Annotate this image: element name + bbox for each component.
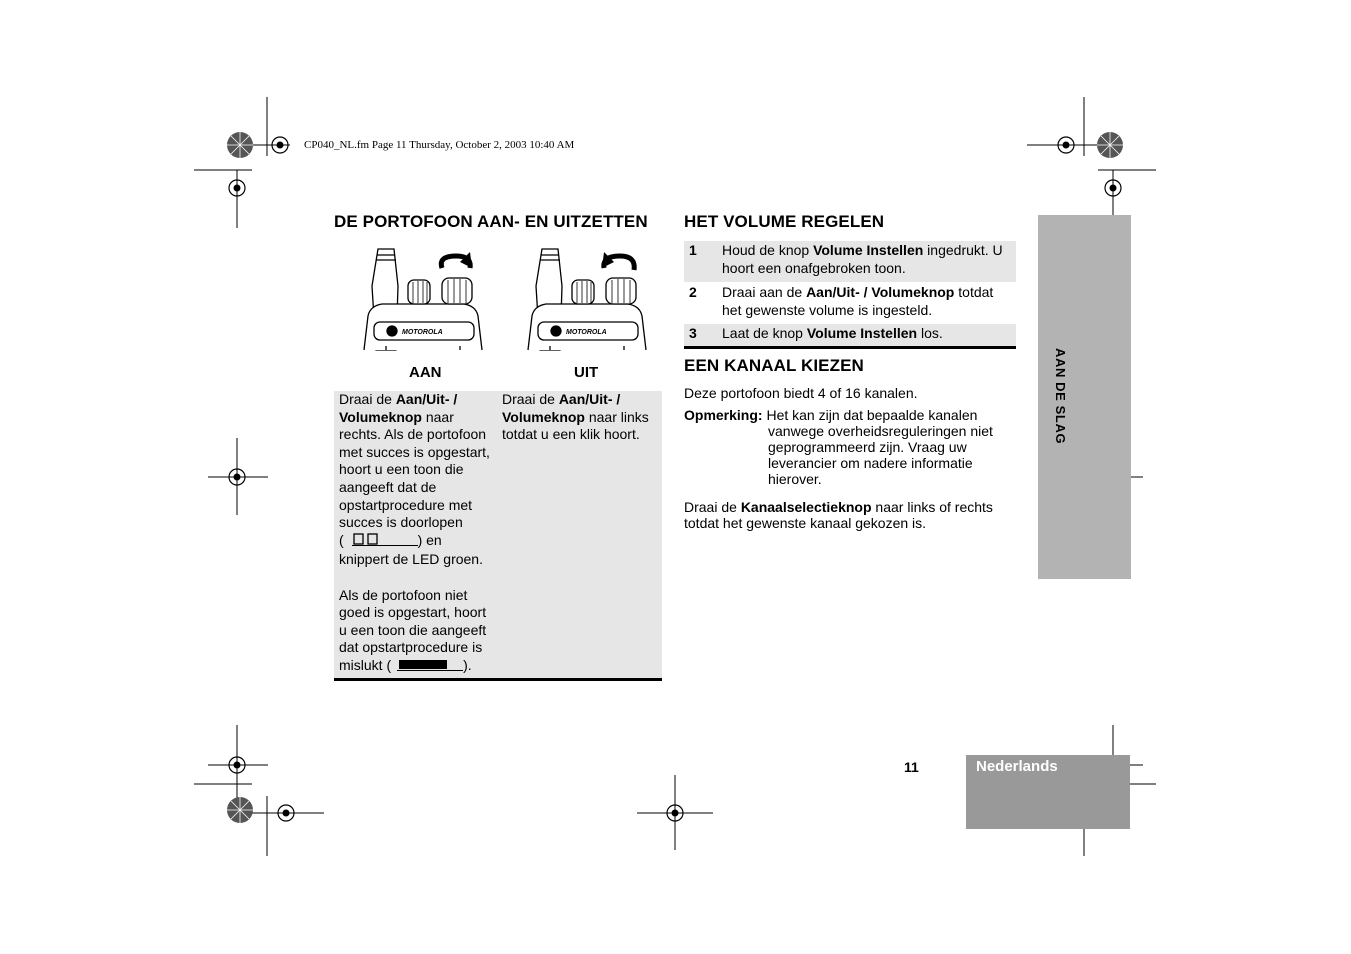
sidebar-label: AAN DE SLAG	[1053, 348, 1068, 445]
radio-illustration-on	[360, 246, 484, 352]
step-text: Houd de knop Volume Instellen ingedrukt. U hoort een onafgebroken toon.	[722, 242, 1003, 276]
volume-step-3	[684, 324, 1016, 346]
power-on-text: Draai de Aan/Uit- / Volumeknop naar rechts. Als de portofoon met succes is opgestart, hoort u een toon die aangeeft dat de opstartprocedure met succes is doorlopen ( ) en knippert de LED groen. Als de portofoon niet goed is opgestart, hoort u een toon die aangeeft dat opstartprocedure is mislukt ( ).	[339, 391, 494, 677]
channel-select-text: Draai de Kanaalselectieknop naar links of rechts totdat het gewenste kanaal gekozen is.	[684, 499, 993, 531]
step-number: 1	[689, 242, 697, 258]
radio-illustration-off	[524, 246, 648, 352]
failure-display-icon	[395, 658, 463, 677]
section-title-power: DE PORTOFOON AAN- EN UITZETTEN	[334, 212, 648, 231]
label-off: UIT	[574, 364, 599, 381]
step-text: Draai aan de Aan/Uit- / Volumeknop totdat het gewenste volume is ingesteld.	[722, 284, 994, 318]
step-number: 2	[689, 284, 697, 300]
brand-label-on: MOTOROLA	[402, 329, 443, 336]
success-display-icon	[348, 533, 418, 552]
volume-table-rule	[684, 346, 1016, 349]
file-header: CP040_NL.fm Page 11 Thursday, October 2, 2003 10:40 AM	[304, 139, 575, 151]
channel-note: Opmerking: Het kan zijn dat bepaalde kanalen vanwege overheidsreguleringen niet geprogrammeerd zijn. Vraag uw leverancier om nadere informatie hierover.	[684, 407, 993, 487]
power-off-text: Draai de Aan/Uit- / Volumeknop naar links totdat u een klik hoort.	[502, 391, 649, 443]
section-title-channel: EEN KANAAL KIEZEN	[684, 356, 864, 375]
volume-step-1	[684, 241, 1016, 282]
step-number: 3	[689, 325, 697, 341]
brand-label-off: MOTOROLA	[566, 329, 607, 336]
channel-intro: Deze portofoon biedt 4 of 16 kanalen.	[684, 385, 918, 401]
note-label: Opmerking:	[684, 407, 763, 423]
sidebar-tab	[1038, 215, 1131, 579]
label-on: AAN	[409, 364, 442, 381]
section-title-volume: HET VOLUME REGELEN	[684, 212, 885, 231]
table-bottom-rule	[334, 678, 662, 681]
step-text: Laat de knop Volume Instellen los.	[722, 325, 943, 341]
volume-step-2	[684, 284, 1016, 323]
language-label: Nederlands	[976, 758, 1058, 775]
page-number: 11	[904, 759, 919, 775]
